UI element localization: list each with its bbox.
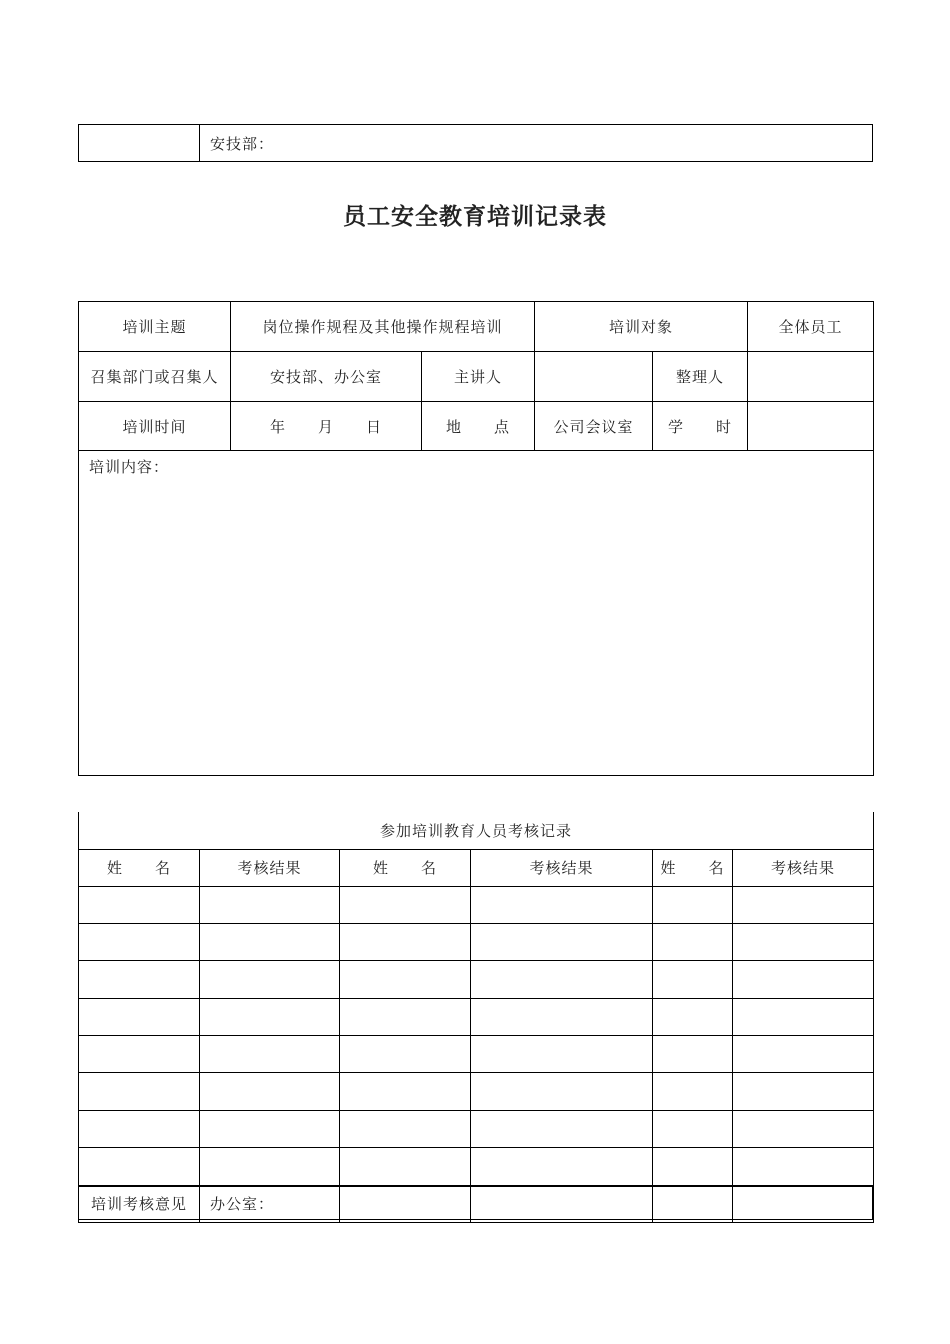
content-area: 培训内容： <box>79 451 874 776</box>
opinion-office: 办公室： <box>200 1187 873 1220</box>
hours-label: 学 时 <box>653 402 748 451</box>
exam-cell <box>200 1148 340 1185</box>
exam-cell <box>471 886 653 923</box>
compiler-value <box>748 352 874 402</box>
exam-cell <box>653 998 733 1035</box>
exam-cell <box>733 886 874 923</box>
table-row <box>79 923 874 960</box>
exam-cell <box>79 886 200 923</box>
exam-cell <box>653 1073 733 1110</box>
organizer-label: 召集部门或召集人 <box>79 352 231 402</box>
target-value: 全体员工 <box>748 302 874 352</box>
exam-cell <box>200 923 340 960</box>
exam-cell <box>200 886 340 923</box>
page-title: 员工安全教育培训记录表 <box>343 204 607 230</box>
exam-cell <box>340 1110 471 1147</box>
exam-cell <box>340 1148 471 1185</box>
date-value: 年 月 日 <box>231 402 422 451</box>
exam-cell <box>733 923 874 960</box>
exam-cell <box>340 961 471 998</box>
exam-cell <box>340 923 471 960</box>
time-label: 培训时间 <box>79 402 231 451</box>
exam-cell <box>79 1036 200 1073</box>
col-result-1: 考核结果 <box>200 849 340 886</box>
exam-cell <box>200 1036 340 1073</box>
exam-cell <box>200 1073 340 1110</box>
exam-cell <box>653 923 733 960</box>
exam-cell <box>340 1036 471 1073</box>
lecturer-value <box>535 352 653 402</box>
hours-value <box>748 402 874 451</box>
exam-cell <box>733 961 874 998</box>
exam-cell <box>653 961 733 998</box>
exam-cell <box>79 1148 200 1185</box>
exam-cell <box>79 923 200 960</box>
exam-cell <box>733 998 874 1035</box>
organizer-value: 安技部、办公室 <box>231 352 422 402</box>
exam-cell <box>733 1073 874 1110</box>
col-result-2: 考核结果 <box>471 849 653 886</box>
exam-cell <box>471 1110 653 1147</box>
table-row <box>79 961 874 998</box>
exam-cell <box>200 1110 340 1147</box>
opinion-table <box>78 1186 873 1220</box>
opinion-label: 培训考核意见 <box>79 1187 200 1220</box>
exam-cell <box>471 998 653 1035</box>
col-result-3: 考核结果 <box>733 849 874 886</box>
topic-value: 岗位操作规程及其他操作规程培训 <box>231 302 535 352</box>
exam-cell <box>733 1110 874 1147</box>
exam-cell <box>653 1036 733 1073</box>
location-label: 地 点 <box>422 402 535 451</box>
exam-cell <box>653 1148 733 1185</box>
exam-cell <box>471 923 653 960</box>
exam-cell <box>79 961 200 998</box>
exam-cell <box>79 998 200 1035</box>
table-row <box>79 886 874 923</box>
table-row <box>79 1148 874 1185</box>
exam-cell <box>340 1073 471 1110</box>
exam-cell <box>200 998 340 1035</box>
top-empty-cell <box>79 125 200 162</box>
target-label: 培训对象 <box>535 302 748 352</box>
training-info-table <box>78 301 874 776</box>
exam-cell <box>471 1073 653 1110</box>
exam-cell <box>733 1036 874 1073</box>
exam-cell <box>340 998 471 1035</box>
exam-cell <box>653 1110 733 1147</box>
table-row <box>79 1110 874 1147</box>
top-carryover-table <box>78 124 873 162</box>
col-name-1: 姓 名 <box>79 849 200 886</box>
table-row <box>79 1073 874 1110</box>
exam-cell <box>471 961 653 998</box>
exam-record-table <box>78 812 874 1223</box>
exam-cell <box>733 1148 874 1185</box>
exam-cell <box>340 886 471 923</box>
exam-cell <box>653 886 733 923</box>
exam-header: 参加培训教育人员考核记录 <box>79 812 874 849</box>
exam-cell <box>79 1073 200 1110</box>
col-name-3: 姓 名 <box>653 849 733 886</box>
exam-cell <box>200 961 340 998</box>
col-name-2: 姓 名 <box>340 849 471 886</box>
exam-cell <box>79 1110 200 1147</box>
exam-cell <box>471 1148 653 1185</box>
top-dept-cell: 安技部： <box>200 125 873 162</box>
table-row <box>79 998 874 1035</box>
lecturer-label: 主讲人 <box>422 352 535 402</box>
table-row <box>79 1036 874 1073</box>
compiler-label: 整理人 <box>653 352 748 402</box>
exam-cell <box>471 1036 653 1073</box>
location-value: 公司会议室 <box>535 402 653 451</box>
topic-label: 培训主题 <box>79 302 231 352</box>
